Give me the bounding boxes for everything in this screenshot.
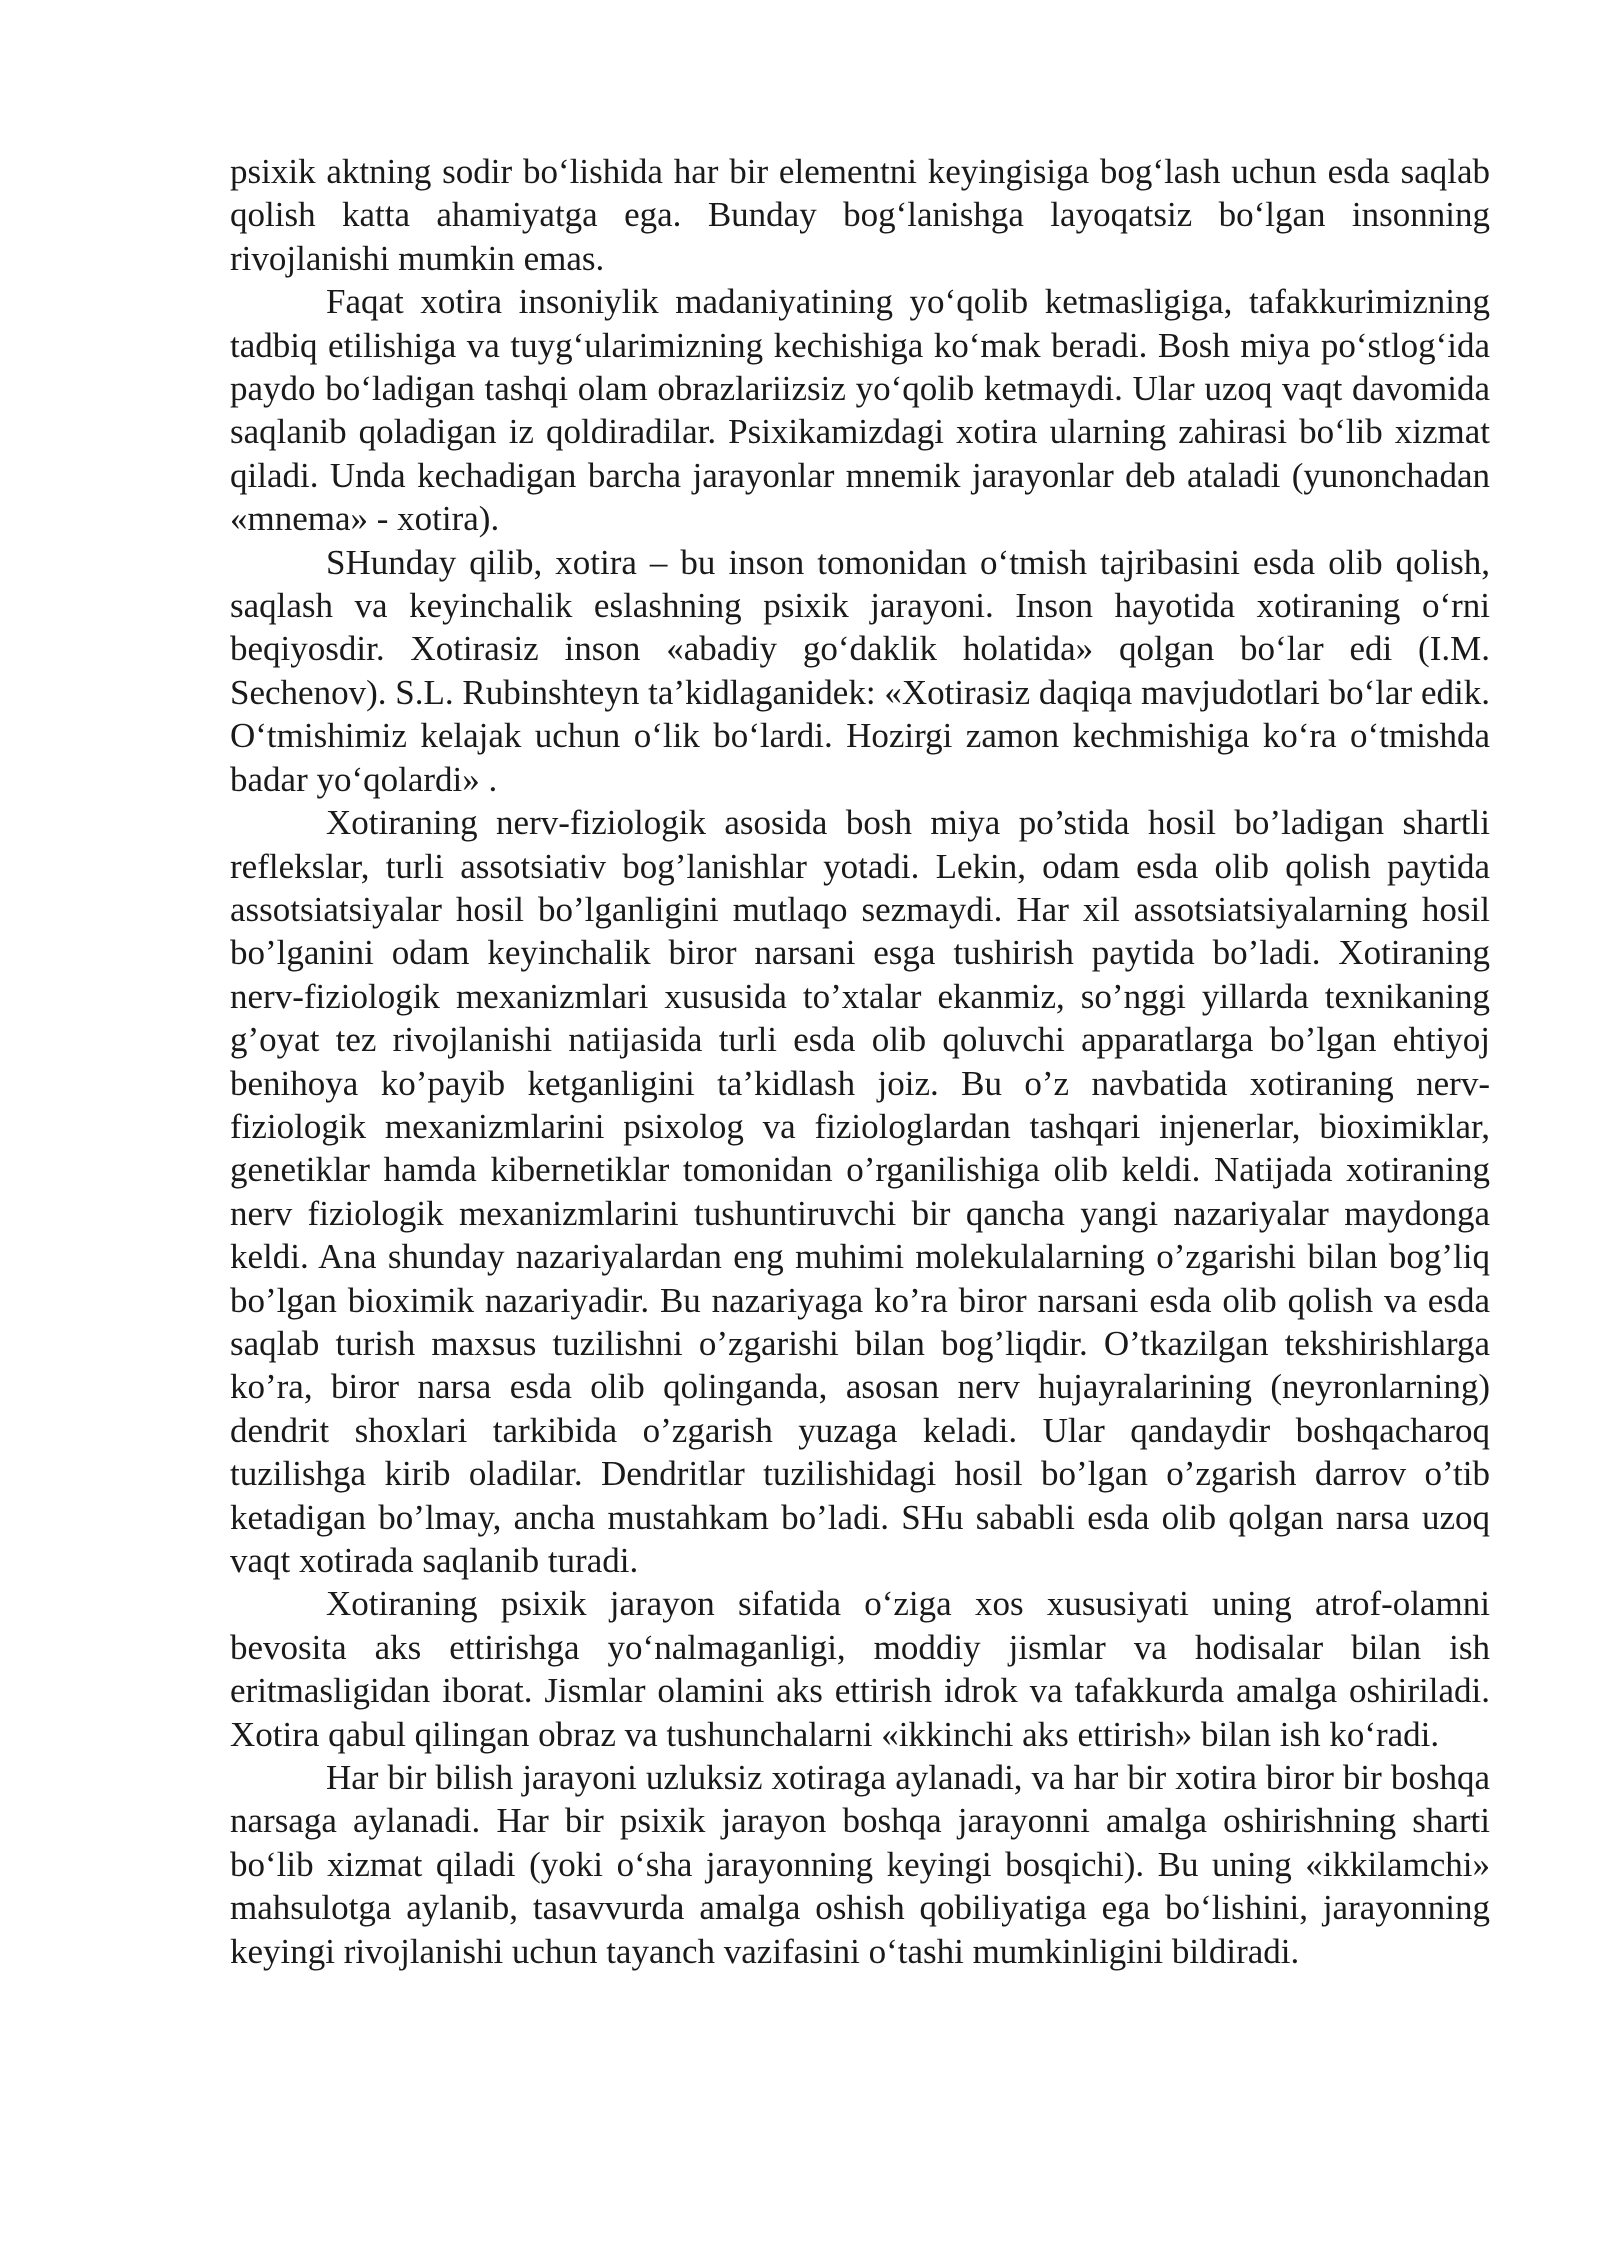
paragraph-continued: psixik aktning sodir bo‘lishida har bir elementni keyingisiga bog‘lash uchun esda saqlab qolish katta ahamiyatga ega. Bunday bog‘lanishga layoqatsiz bo‘lgan insonning rivojlanishi mumkin emas. (230, 152, 1490, 278)
document-page (230, 150, 1490, 1973)
paragraph-memory-definition: SHunday qilib, xotira – bu inson tomonidan o‘tmish tajribasini esda olib qolish, saqlash va keyinchalik eslashning psixik jarayoni. Inson hayotida xotiraning o‘rni beqiyosdir. Xotirasiz inson «abadiy go‘daklik holatida» qolgan bo‘lar edi (I.M. Sechenov). S.L. Rubinshteyn ta’kidlaganidek: «Xotirasiz daqiqa mavjudotlari bo‘lar edik. O‘tmishimiz kelajak uchun o‘lik bo‘lardi. Hozirgi zamon kechmishiga ko‘ra o‘tmishda badar yo‘qolardi» . (230, 542, 1490, 799)
paragraph-memory-specifics: Xotiraning psixik jarayon sifatida o‘ziga xos xususiyati uning atrof-olamni bevosita aks ettirishga yo‘nalmaganligi, moddiy jismlar va hodisalar bilan ish eritmasligidan iborat. Jismlar olamini aks ettirish idrok va tafakkurda amalga oshiriladi. Xotira qabul qilingan obraz va tushunchalarni «ikkinchi aks ettirish» bilan ish ko‘radi. (230, 1584, 1490, 1754)
paragraph-cognitive-process: Har bir bilish jarayoni uzluksiz xotiraga aylanadi, va har bir xotira biror bir boshqa narsaga aylanadi. Har bir psixik jarayon boshqa jarayonni amalga oshirishning sharti bo‘lib xizmat qiladi (yoki o‘sha jarayonning keyingi bosqichi). Bu uning «ikkilamchi» mahsulotga aylanib, tasavvurda amalga oshish qobiliyatiga ega bo‘lishini, jarayonning keyingi rivojlanishi uchun tayanch vazifasini o‘tashi mumkinligini bildiradi. (230, 1758, 1490, 1971)
paragraph-memory-culture: Faqat xotira insoniylik madaniyatining yo‘qolib ketmasligiga, tafakkurimizning tadbiq etilishiga va tuyg‘ularimizning kechishiga ko‘mak beradi. Bosh miya po‘stlog‘ida paydo bo‘ladigan tashqi olam obrazlariizsiz yo‘qolib ketmaydi. Ular uzoq vaqt davomida saqlanib qoladigan iz qoldiradilar. Psixikamizdagi xotira ularning zahirasi bo‘lib xizmat qiladi. Unda kechadigan barcha jarayonlar mnemik jarayonlar deb ataladi (yunonchadan «mnema» - xotira). (230, 282, 1490, 539)
paragraph-neurophysiology: Xotiraning nerv-fiziologik asosida bosh miya po’stida hosil bo’ladigan shartli reflekslar, turli assotsiativ bog’lanishlar yotadi. Lekin, odam esda olib qolish paytida assotsiatsiyalar hosil bo’lganligini mutlaqo sezmaydi. Har xil assotsiatsiyalarning hosil bo’lganini odam keyinchalik biror narsani esga tushirish paytida bo’ladi. Xotiraning nerv-fiziologik mexanizmlari xususida to’xtalar ekanmiz, so’nggi yillarda texnikaning g’oyat tez rivojlanishi natijasida turli esda olib qoluvchi apparatlarga bo’lgan ehtiyoj benihoya ko’payib ketganligini ta’kidlash joiz. Bu o’z navbatida xotiraning nerv-fiziologik mexanizmlarini psixolog va fiziologlardan tashqari injenerlar, bioximiklar, genetiklar hamda kibernetiklar tomonidan o’rganilishiga olib keldi. Natijada xotiraning nerv fiziologik mexanizmlarini tushuntiruvchi bir qancha yangi nazariyalar maydonga keldi. Ana shunday nazariyalardan eng muhimi molekulalarning o’zgarishi bilan bog’liq bo’lgan bioximik nazariyadir. Bu nazariyaga ko’ra biror narsani esda olib qolish va esda saqlab turish maxsus tuzilishni o’zgarishi bilan bog’liqdir. O’tkazilgan tekshirishlarga ko’ra, biror narsa esda olib qolinganda, asosan nerv hujayralarining (neyronlarning) dendrit shoxlari tarkibida o’zgarish yuzaga keladi. Ular qandaydir boshqacharoq tuzilishga kirib oladilar. Dendritlar tuzilishidagi hosil bo’lgan o’zgarish darrov o’tib ketadigan bo’lmay, ancha mustahkam bo’ladi. SHu sababli esda olib qolgan narsa uzoq vaqt xotirada saqlanib turadi. (230, 803, 1490, 1580)
